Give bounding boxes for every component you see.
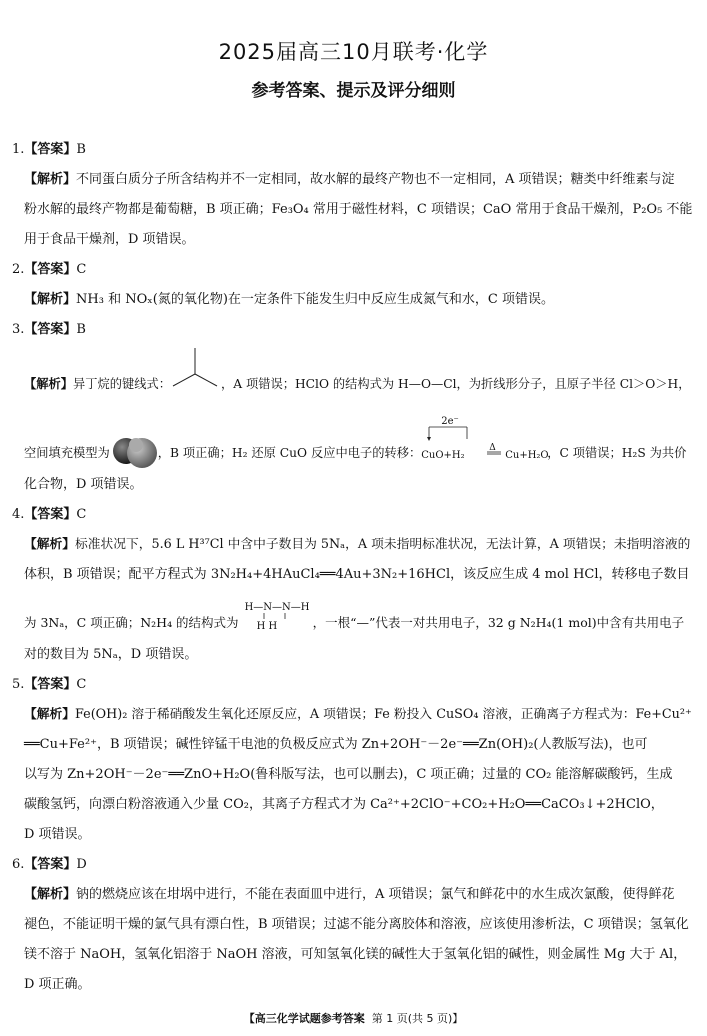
q6-answer: D — [76, 857, 87, 872]
q3-text-1b: ，A 项错误；HClO 的结构式为 H—O—Cl，为折线形分子，且原子半径 Cl＞O＞H， — [221, 377, 691, 391]
q2-text-1: NH₃ 和 NOₓ(氮的氧化物)在一定条件下能发生归中反应生成氮气和水，C 项错误。 — [76, 292, 554, 307]
analysis-label: 【解析】 — [24, 292, 77, 307]
q4-number: 4. — [12, 507, 25, 522]
analysis-label: 【解析】 — [24, 377, 73, 391]
answer-label: 【答案】 — [24, 322, 77, 337]
electron-transfer-equation — [421, 415, 549, 463]
q5-analysis-line-4: 碳酸氢钙，向漂白粉溶液通入少量 CO₂，其离子方程式才为 Ca²⁺+2ClO⁻+CO₂+H₂O══CaCO₃↓+2HClO， — [24, 797, 664, 812]
q4-text-3a: 为 3Nₐ，C 项正确；N₂H₄ 的结构式为 — [24, 615, 239, 630]
page-subtitle: 参考答案、提示及评分细则 — [251, 81, 456, 101]
q3-analysis-line-2 — [24, 415, 692, 463]
q2-answer-line — [12, 261, 680, 279]
q1-answer: B — [76, 142, 86, 157]
q3-text-2a: 空间填充模型为 — [24, 446, 110, 460]
space-filling-model-icon — [110, 431, 160, 471]
q3-text-2b: ，B 项正确；H₂ 还原 CuO 反应中电子的转移： — [157, 446, 422, 460]
analysis-label: 【解析】 — [24, 707, 75, 722]
hydrazine-structure-top: H—N—N—H — [244, 601, 310, 613]
q6-analysis-line-3: 镁不溶于 NaOH，氢氧化铝溶于 NaOH 溶液，可知氢氧化镁的碱性大于氢氧化铝的碱性，则金属性 Mg 大于 Al， — [24, 947, 687, 962]
q6-analysis-line-4: D 项正确。 — [24, 977, 91, 992]
q4-analysis-line-4: 对的数目为 5Nₐ，D 项错误。 — [24, 647, 198, 662]
q4-analysis-line-1 — [24, 536, 692, 554]
isobutane-skeletal-formula — [171, 376, 221, 394]
answer-label: 【答案】 — [24, 677, 77, 692]
q6-analysis-line-1 — [24, 886, 692, 904]
q4-text-3b: ，一根“—”代表一对共用电子，32 g N₂H₄(1 mol)中含有共用电子 — [312, 615, 685, 630]
q6-text-1: 钠的燃烧应该在坩埚中进行，不能在表面皿中进行，A 项错误；氯气和鲜花中的水生成次氯酸，使得鲜花 — [76, 887, 675, 902]
isobutane-skeletal-icon — [171, 332, 221, 392]
q1-analysis-line-2: 粉水解的最终产物都是葡萄糖，B 项正确；Fe₃O₄ 常用于磁性材料，C 项错误；CaO 常用于食品干燥剂，P₂O₅ 不能 — [24, 202, 693, 217]
answer-label: 【答案】 — [24, 262, 77, 277]
q2-analysis-line-1 — [24, 291, 692, 309]
q5-text-1: Fe(OH)₂ 溶于稀硝酸发生氧化还原反应，A 项错误；Fe 粉投入 CuSO₄ 溶液，正确离子方程式为：Fe+Cu²⁺ — [75, 707, 692, 722]
q4-answer: C — [76, 507, 87, 522]
q6-number: 6. — [12, 857, 25, 872]
analysis-label: 【解析】 — [24, 172, 77, 187]
q1-answer-line — [12, 141, 680, 159]
q6-answer-line — [12, 856, 680, 874]
q1-text-1: 不同蛋白质分子所含结构并不一定相同，故水解的最终产物也不一定相同，A 项错误；糖类中纤维素与淀 — [76, 172, 675, 187]
q2-number: 2. — [12, 262, 25, 277]
page-footer — [0, 1010, 707, 1026]
q5-analysis-line-5: D 项错误。 — [24, 827, 91, 842]
q2-answer: C — [76, 262, 87, 277]
answer-label: 【答案】 — [24, 857, 77, 872]
q3-number: 3. — [12, 322, 25, 337]
analysis-label: 【解析】 — [24, 537, 75, 552]
hclo-space-filling-model — [110, 445, 158, 463]
equation-right: Cu+H₂O — [505, 449, 549, 461]
q1-analysis-line-1 — [24, 171, 692, 189]
equation-left: CuO+H₂ — [421, 449, 465, 461]
q5-analysis-line-1 — [24, 706, 692, 724]
q3-answer: B — [76, 322, 86, 337]
answer-label: 【答案】 — [24, 507, 77, 522]
q3-analysis-line-1 — [24, 375, 692, 394]
answer-label: 【答案】 — [24, 142, 77, 157]
q1-analysis-line-3: 用于食品干燥剂，D 项错误。 — [24, 232, 195, 247]
q5-analysis-line-2: ══Cu+Fe²⁺，B 项错误；碱性锌锰干电池的负极反应式为 Zn+2OH⁻－2e⁻══Zn(OH)₂(人教版写法)，也可 — [24, 737, 648, 752]
q3-analysis-line-3: 化合物，D 项错误。 — [24, 477, 143, 492]
hydrazine-bonds-icon — [239, 611, 313, 625]
q3-text-2c: ，C 项错误；H₂S 为共价 — [547, 446, 687, 460]
q4-analysis-line-2: 体积，B 项错误；配平方程式为 3N₂H₄+4HAuCl₄══4Au+3N₂+16HCl，该反应生成 4 mol HCl，转移电子数目 — [24, 567, 690, 582]
analysis-label: 【解析】 — [24, 887, 77, 902]
q5-number: 5. — [12, 677, 25, 692]
q5-analysis-line-3: 以写为 Zn+2OH⁻－2e⁻══ZnO+H₂O(鲁科版写法，也可以删去)，C 项正确；过量的 CO₂ 能溶解碳酸钙，生成 — [24, 767, 673, 782]
q3-text-1a: 异丁烷的键线式： — [73, 377, 171, 391]
q4-analysis-line-3 — [24, 601, 692, 633]
q3-answer-line — [12, 321, 680, 339]
hydrazine-structure — [239, 601, 313, 633]
q5-answer: C — [76, 677, 87, 692]
q4-answer-line — [12, 506, 680, 524]
footer-page-number: 第 1 页(共 5 页)】 — [371, 1012, 464, 1025]
transfer-electron-label: 2e⁻ — [441, 415, 459, 427]
page-title: 2025届高三10月联考·化学 — [218, 40, 489, 64]
equation-condition: Δ — [489, 442, 496, 453]
footer-doc-title: 【高三化学试题参考答案 — [243, 1012, 365, 1025]
q1-number: 1. — [12, 142, 25, 157]
hydrazine-structure-bottom: H H — [256, 620, 278, 632]
q6-analysis-line-2: 褪色，不能证明干燥的氯气具有漂白性，B 项错误；过滤不能分离胶体和溶液，应该使用渗析法，C 项错误；氢氧化 — [24, 917, 689, 932]
q5-answer-line — [12, 676, 680, 694]
q4-text-1: 标准状况下，5.6 L H³⁷Cl 中含中子数目为 5Nₐ，A 项未指明标准状况，无法计算，A 项错误；未指明溶液的 — [75, 537, 691, 552]
